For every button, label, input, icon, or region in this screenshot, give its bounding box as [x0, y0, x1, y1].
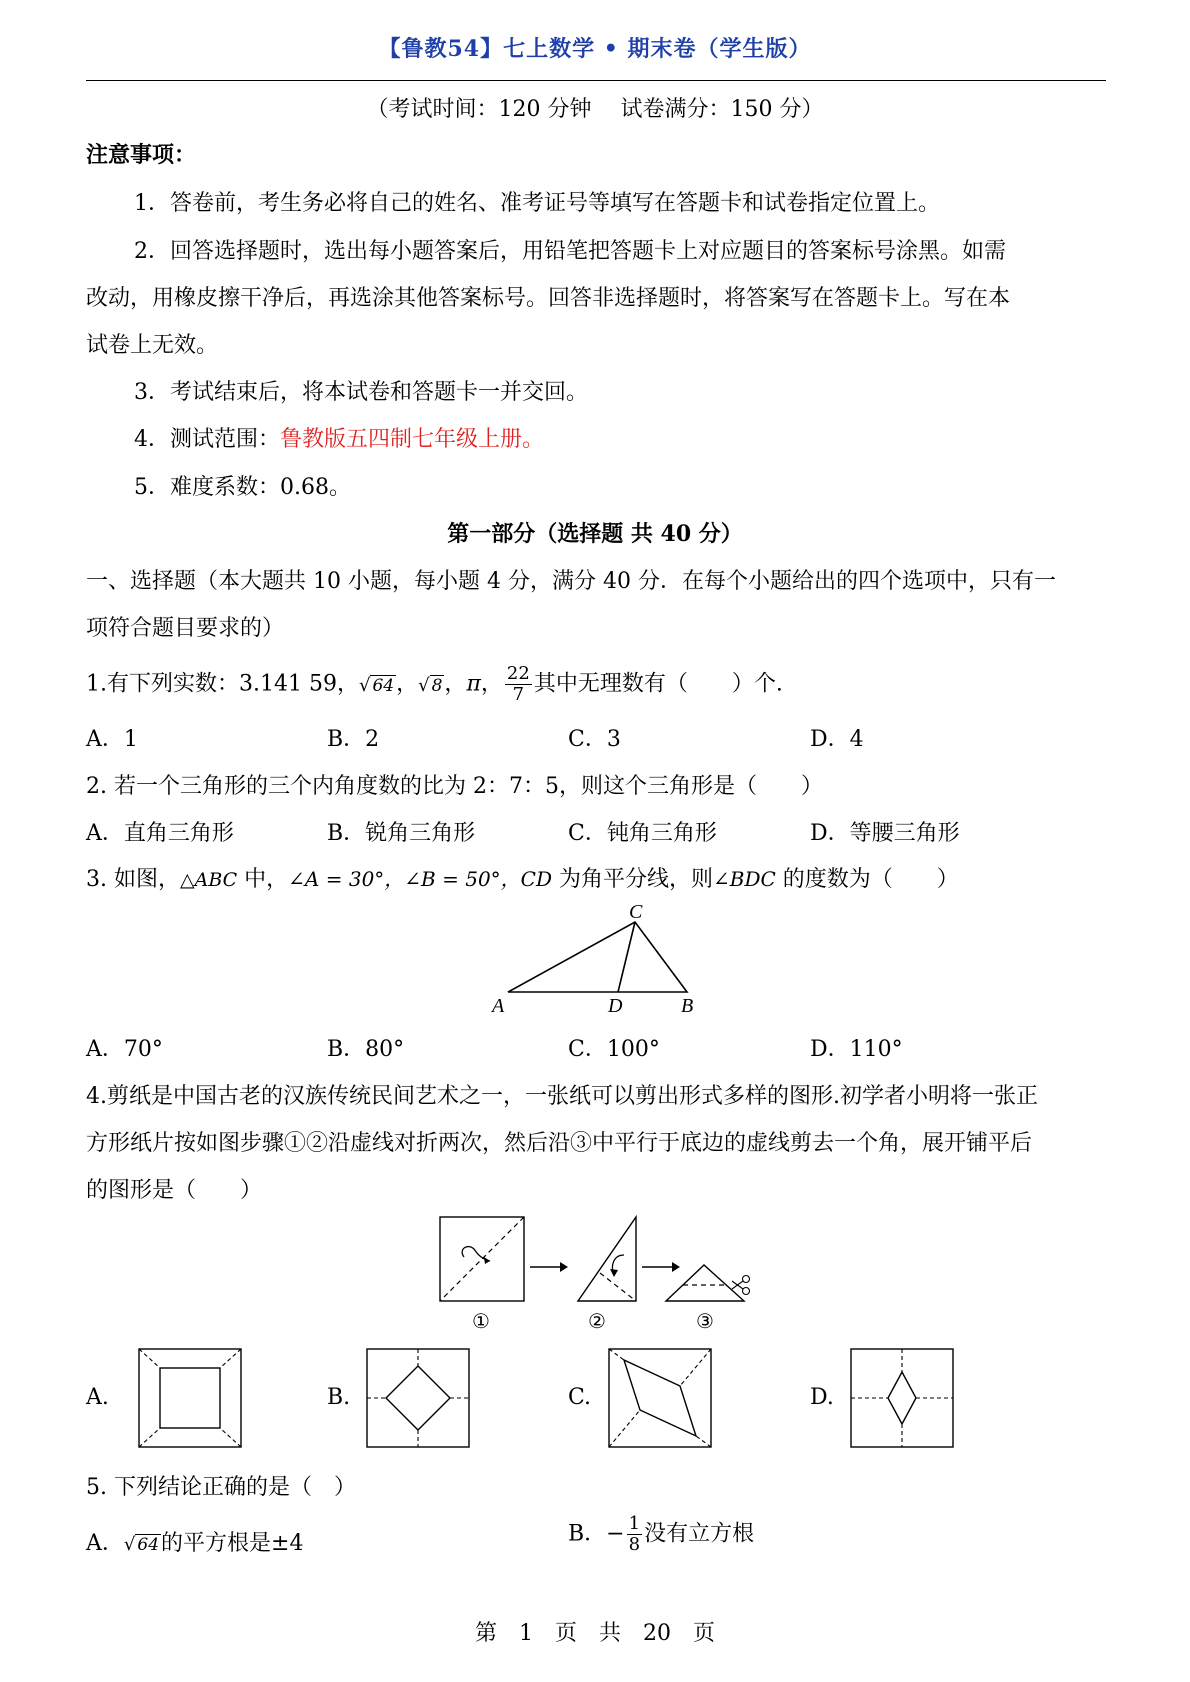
q1-prefix: 1.有下列实数：3.141 59， — [86, 671, 359, 697]
q3-option-d[interactable]: D．110° — [810, 1037, 903, 1062]
note-item-1: 1．答卷前，考生务必将自己的姓名、准考证号等填写在答题卡和试卷指定位置上。 — [134, 191, 940, 216]
page-number: 第 1 页 共 20 页 — [475, 1621, 715, 1646]
q1-sep-2: ， — [444, 671, 467, 697]
q1-option-a[interactable]: A．1 — [86, 727, 138, 752]
q3-part-2: 中， — [237, 867, 289, 892]
q5-option-b-label: B． — [568, 1521, 607, 1547]
q5-option-a-text: 的平方根是±4 — [161, 1531, 304, 1556]
q3-angles: ∠A = 30°，∠B = 50°， — [288, 867, 521, 891]
step2-triangle — [578, 1217, 636, 1301]
q1-option-c[interactable]: C．3 — [568, 727, 621, 752]
q3-option-a[interactable]: A．70° — [86, 1037, 163, 1062]
q1-fraction: $\frac{22}{7}$ — [506, 663, 530, 705]
q4-option-a-label[interactable]: A. — [86, 1385, 109, 1410]
q3-option-b[interactable]: B．80° — [327, 1037, 405, 1062]
test-range: 鲁教版五四制七年级上册。 — [280, 427, 545, 452]
q2-option-a[interactable]: A．直角三角形 — [86, 821, 234, 846]
q3-option-c[interactable]: C．100° — [568, 1037, 660, 1062]
label-a: A — [492, 995, 505, 1017]
q4-option-c-label[interactable]: C. — [568, 1385, 592, 1410]
part1-title: 第一部分（选择题 共 40 分） — [447, 521, 743, 547]
q4-option-a-figure[interactable] — [138, 1348, 242, 1448]
section-instructions-line-1: 一、选择题（本大题共 10 小题，每小题 4 分，满分 40 分．在每个小题给出的四个选项中，只有一 — [86, 569, 1056, 594]
q3-part-1: 3. 如图， — [86, 867, 180, 892]
question-1-stem — [86, 664, 783, 705]
q3-part-3: 为角平分线，则 — [552, 867, 714, 892]
notes-heading: 注意事项： — [86, 142, 197, 168]
q3-part-4: 的度数为（ ） — [775, 867, 959, 892]
q5-option-b-sign: − — [606, 1521, 625, 1547]
label-b: B — [681, 995, 694, 1017]
question-5-stem: 5. 下列结论正确的是（ ） — [86, 1475, 356, 1500]
section-instructions-line-2: 项符合题目要求的） — [86, 616, 285, 641]
note-item-5: 5．难度系数：0.68。 — [134, 475, 351, 500]
step1-fold-line — [440, 1217, 524, 1301]
question-2-stem: 2. 若一个三角形的三个内角度数的比为 2：7：5，则这个三角形是（ ） — [86, 774, 823, 799]
step2-fold-line — [600, 1273, 636, 1301]
header-divider — [86, 80, 1106, 81]
q1-sep-1: ， — [396, 671, 419, 697]
q5-option-b-text: 没有立方根 — [644, 1521, 755, 1547]
q5-option-b-fraction: $\frac{1}{8}$ — [628, 1513, 641, 1555]
q2-option-c[interactable]: C．钝角三角形 — [568, 821, 717, 846]
q4-option-d-figure[interactable] — [850, 1348, 954, 1448]
q5-option-a[interactable] — [86, 1526, 303, 1557]
q1-option-b[interactable]: B．2 — [327, 727, 380, 752]
note-item-4 — [134, 422, 544, 453]
step-label-1: ① — [472, 1309, 490, 1333]
question-4-line-1: 4.剪纸是中国古老的汉族传统民间艺术之一，一张纸可以剪出形式多样的图形.初学者小明将一张正 — [86, 1084, 1038, 1109]
q4-option-b-figure[interactable] — [366, 1348, 470, 1448]
step-label-3: ③ — [696, 1309, 714, 1333]
note-item-4-prefix: 4．测试范围： — [134, 427, 280, 452]
q1-sep-3: ， — [480, 671, 503, 697]
q2-option-d[interactable]: D．等腰三角形 — [810, 821, 960, 846]
bisector-cd — [618, 922, 635, 992]
q1-sqrt-8: √ 8 — [418, 674, 443, 696]
note-item-3: 3．考试结束后，将本试卷和答题卡一并交回。 — [134, 380, 588, 405]
step3-triangle — [666, 1265, 744, 1301]
q5-option-a-label: A． — [86, 1531, 124, 1556]
note-item-2-line-2: 改动，用橡皮擦干净后，再选涂其他答案标号。回答非选择题时，将答案写在答题卡上。写在本 — [86, 286, 1011, 311]
q4-option-b-label[interactable]: B. — [327, 1385, 351, 1410]
note-item-2-line-3: 试卷上无效。 — [86, 333, 219, 358]
q1-pi: π — [466, 671, 481, 697]
label-d: D — [608, 995, 623, 1017]
q1-option-d[interactable]: D．4 — [810, 727, 864, 752]
question-4-line-2: 方形纸片按如图步骤①②沿虚线对折两次，然后沿③中平行于底边的虚线剪去一个角，展开铺平后 — [86, 1131, 1033, 1156]
q3-angle-bdc: ∠BDC — [713, 867, 776, 891]
label-c: C — [629, 901, 643, 923]
step-label-2: ② — [588, 1309, 606, 1333]
q5-option-b[interactable] — [568, 1514, 754, 1555]
q1-suffix: 其中无理数有（ ）个. — [533, 671, 783, 697]
q5-option-a-sqrt: √ 64 — [123, 1534, 160, 1555]
question-3-stem — [86, 862, 959, 893]
q1-sqrt-64: √ 64 — [358, 674, 395, 696]
question-4-line-3: 的图形是（ ） — [86, 1178, 263, 1203]
q3-cd: CD — [520, 867, 553, 891]
note-item-2-line-1: 2．回答选择题时，选出每小题答案后，用铅笔把答题卡上对应题目的答案标号涂黑。如需 — [134, 239, 1007, 264]
q4-folding-steps-figure — [438, 1215, 758, 1335]
triangle-abc — [508, 922, 687, 992]
document-title: 【鲁教54】七上数学 • 期末卷（学生版） — [378, 36, 812, 62]
q4-option-c-figure[interactable] — [608, 1348, 712, 1448]
q3-triangle-figure — [490, 900, 700, 1015]
q4-option-d-label[interactable]: D. — [810, 1385, 834, 1410]
q2-option-b[interactable]: B．锐角三角形 — [327, 821, 476, 846]
exam-info: （考试时间：120 分钟 试卷满分：150 分） — [366, 97, 824, 122]
q3-triangle: △ABC — [179, 869, 238, 891]
